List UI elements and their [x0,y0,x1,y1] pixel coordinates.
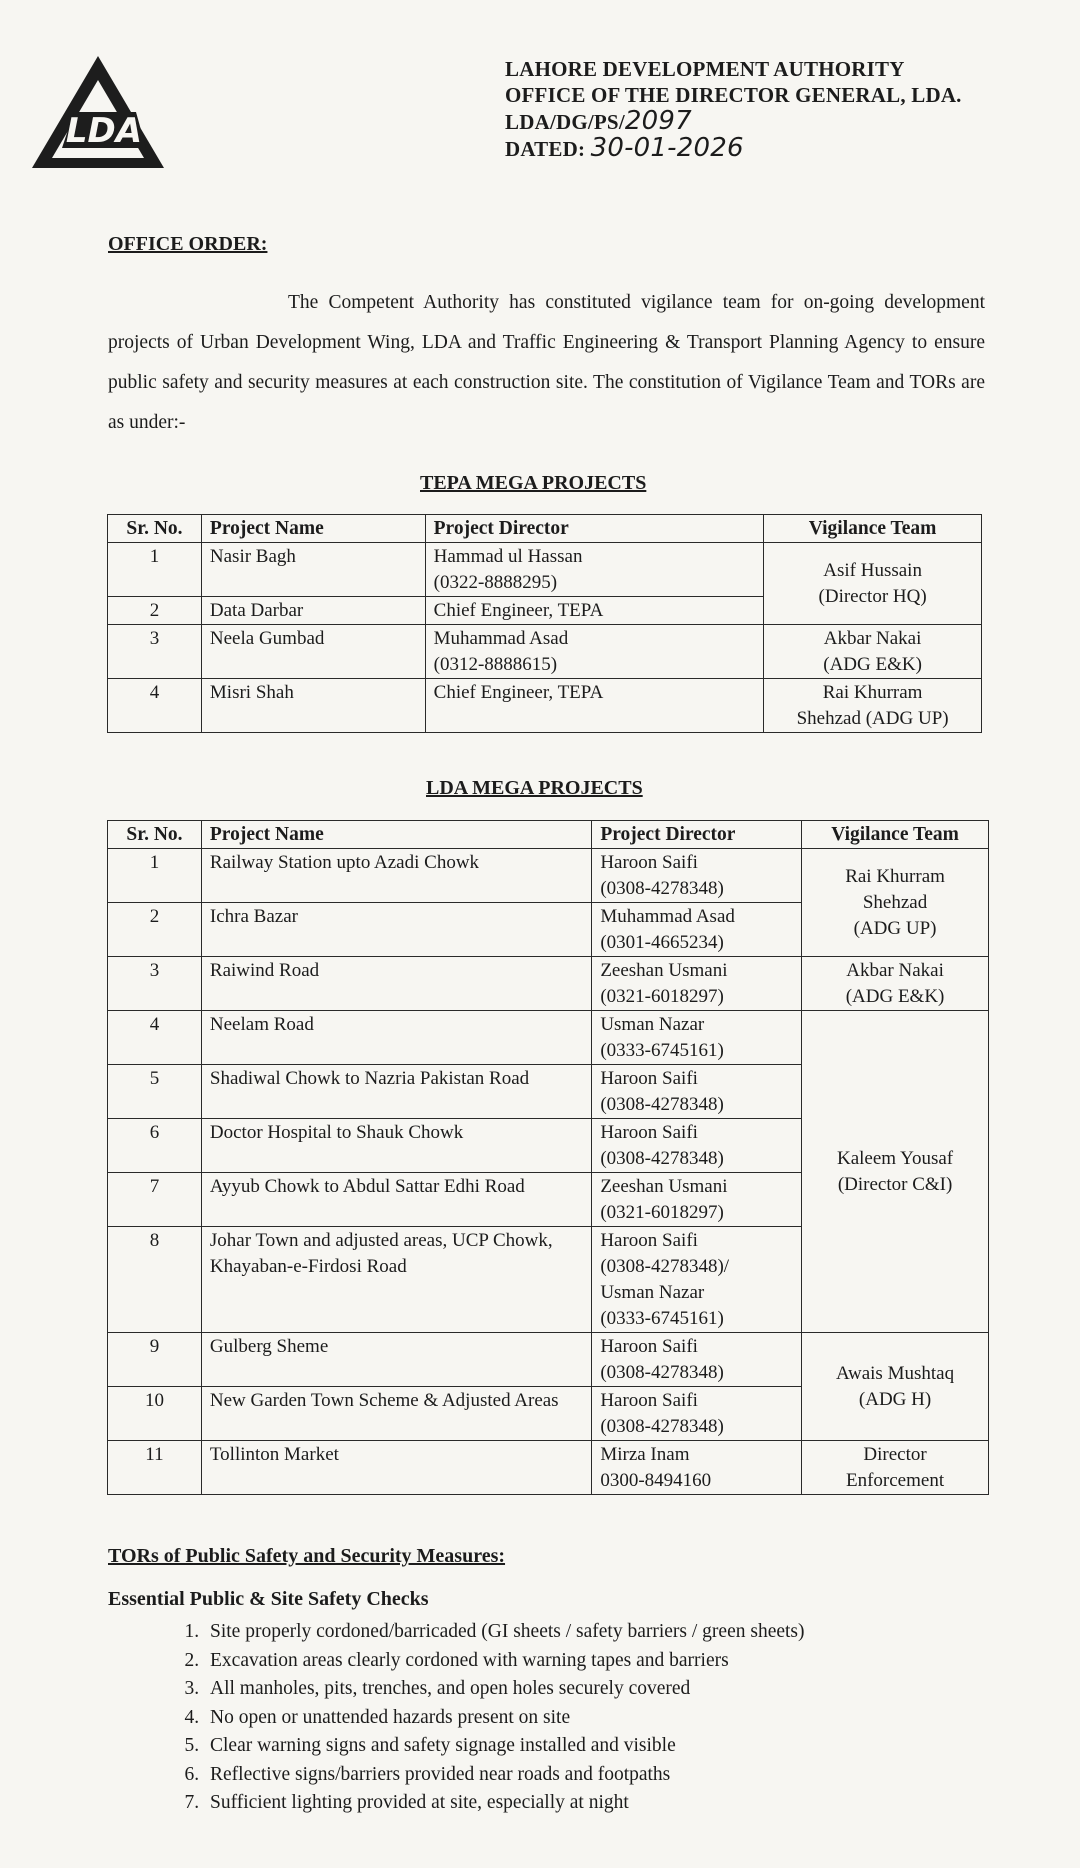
tepa-table-title: TEPA MEGA PROJECTS [420,472,647,494]
lda-logo [28,52,168,172]
list-item: 1. Site properly cordoned/barricaded (GI sheets / safety barriers / green sheets) [204,1618,1024,1647]
project-director: Haroon Saifi (0308-4278348) [592,1333,802,1387]
safety-checks-list [172,1618,1024,1818]
vigilance-team: Director Enforcement [802,1441,989,1495]
reference-prefix: LDA/DG/PS/ [505,110,625,134]
col-header: Vigilance Team [764,515,982,543]
table-header-row [108,515,982,543]
col-header: Sr. No. [108,515,202,543]
project-director: Hammad ul Hassan (0322-8888295) [425,543,764,597]
vigilance-team: Akbar Nakai (ADG E&K) [764,625,982,679]
sr-no: 2 [108,903,202,957]
project-name: Neelam Road [201,1011,591,1065]
project-name: Railway Station upto Azadi Chowk [201,849,591,903]
table-row [108,1333,989,1387]
project-name: Nasir Bagh [201,543,425,597]
order-body: The Competent Authority has constituted vigilance team for on-going development projects of Urban Development Wing, LDA and Traffic Engineering & Transport Planning Agency to ensure public safety and security measures at each construction site. The constitution of Vigilance Team and TORs are as under:- [108,292,985,433]
project-name: Neela Gumbad [201,625,425,679]
vigilance-team: Akbar Nakai (ADG E&K) [802,957,989,1011]
sr-no: 1 [108,543,202,597]
sr-no: 5 [108,1065,202,1119]
dated-label: DATED: [505,137,586,161]
lda-table-title: LDA MEGA PROJECTS [426,777,643,799]
sr-no: 4 [108,679,202,733]
project-name: Misri Shah [201,679,425,733]
table-row [108,957,989,1011]
project-director: Haroon Saifi (0308-4278348) [592,1387,802,1441]
project-name: Ayyub Chowk to Abdul Sattar Edhi Road [201,1173,591,1227]
table-row [108,1441,989,1495]
checks-subtitle: Essential Public & Site Safety Checks [108,1588,429,1610]
sr-no: 1 [108,849,202,903]
org-name: LAHORE DEVELOPMENT AUTHORITY [505,57,905,81]
list-item: 5. Clear warning signs and safety signage installed and visible [204,1732,1024,1761]
lda-projects-table [107,820,989,1495]
project-director: Muhammad Asad (0301-4665234) [592,903,802,957]
col-header: Project Name [201,515,425,543]
project-director: Zeeshan Usmani (0321-6018297) [592,1173,802,1227]
project-name: Raiwind Road [201,957,591,1011]
table-header-row [108,821,989,849]
project-director: Chief Engineer, TEPA [425,679,764,733]
project-director: Haroon Saifi (0308-4278348) [592,849,802,903]
project-director: Chief Engineer, TEPA [425,597,764,625]
sr-no: 4 [108,1011,202,1065]
project-name: Ichra Bazar [201,903,591,957]
office-order-title: OFFICE ORDER: [108,233,268,255]
col-header: Project Director [592,821,802,849]
logo-lettering: LDA [65,111,143,151]
vigilance-team: Rai Khurram Shehzad (ADG UP) [764,679,982,733]
sr-no: 6 [108,1119,202,1173]
project-name: Doctor Hospital to Shauk Chowk [201,1119,591,1173]
project-name: Gulberg Sheme [201,1333,591,1387]
sr-no: 2 [108,597,202,625]
table-row [108,625,982,679]
sr-no: 3 [108,625,202,679]
project-director: Haroon Saifi (0308-4278348) [592,1119,802,1173]
project-name: Data Darbar [201,597,425,625]
project-director: Zeeshan Usmani (0321-6018297) [592,957,802,1011]
letterhead [505,56,962,162]
sr-no: 3 [108,957,202,1011]
list-item: 4. No open or unattended hazards present on site [204,1704,1024,1733]
list-item: 2. Excavation areas clearly cordoned with warning tapes and barriers [204,1647,1024,1676]
reference-number: 2097 [624,106,692,136]
project-director: Usman Nazar (0333-6745161) [592,1011,802,1065]
list-item: 6. Reflective signs/barriers provided near roads and footpaths [204,1761,1024,1790]
col-header: Vigilance Team [802,821,989,849]
vigilance-team: Rai Khurram Shehzad (ADG UP) [802,849,989,957]
project-name: Tollinton Market [201,1441,591,1495]
project-director: Mirza Inam 0300-8494160 [592,1441,802,1495]
vigilance-team: Awais Mushtaq (ADG H) [802,1333,989,1441]
col-header: Sr. No. [108,821,202,849]
table-row [108,849,989,903]
project-director: Haroon Saifi (0308-4278348)/ Usman Nazar (0333-6745161) [592,1227,802,1333]
vigilance-team: Asif Hussain (Director HQ) [764,543,982,625]
list-item: 7. Sufficient lighting provided at site, especially at night [204,1789,1024,1818]
col-header: Project Name [201,821,591,849]
table-row [108,679,982,733]
sr-no: 7 [108,1173,202,1227]
reference-line [505,108,962,135]
project-director: Haroon Saifi (0308-4278348) [592,1065,802,1119]
tepa-projects-table [107,514,982,733]
office-name: OFFICE OF THE DIRECTOR GENERAL, LDA. [505,83,962,107]
sr-no: 8 [108,1227,202,1333]
sr-no: 11 [108,1441,202,1495]
sr-no: 9 [108,1333,202,1387]
table-row [108,1011,989,1065]
project-director: Muhammad Asad (0312-8888615) [425,625,764,679]
tors-title: TORs of Public Safety and Security Measures: [108,1545,506,1567]
col-header: Project Director [425,515,764,543]
table-row [108,543,982,597]
sr-no: 10 [108,1387,202,1441]
project-name: New Garden Town Scheme & Adjusted Areas [201,1387,591,1441]
project-name: Johar Town and adjusted areas, UCP Chowk, Khayaban-e-Firdosi Road [201,1227,591,1333]
vigilance-team: Kaleem Yousaf (Director C&I) [802,1011,989,1333]
dated-value: 30-01-2026 [590,133,744,163]
list-item: 3. All manholes, pits, trenches, and open holes securely covered [204,1675,1024,1704]
project-name: Shadiwal Chowk to Nazria Pakistan Road [201,1065,591,1119]
date-line [505,135,962,162]
